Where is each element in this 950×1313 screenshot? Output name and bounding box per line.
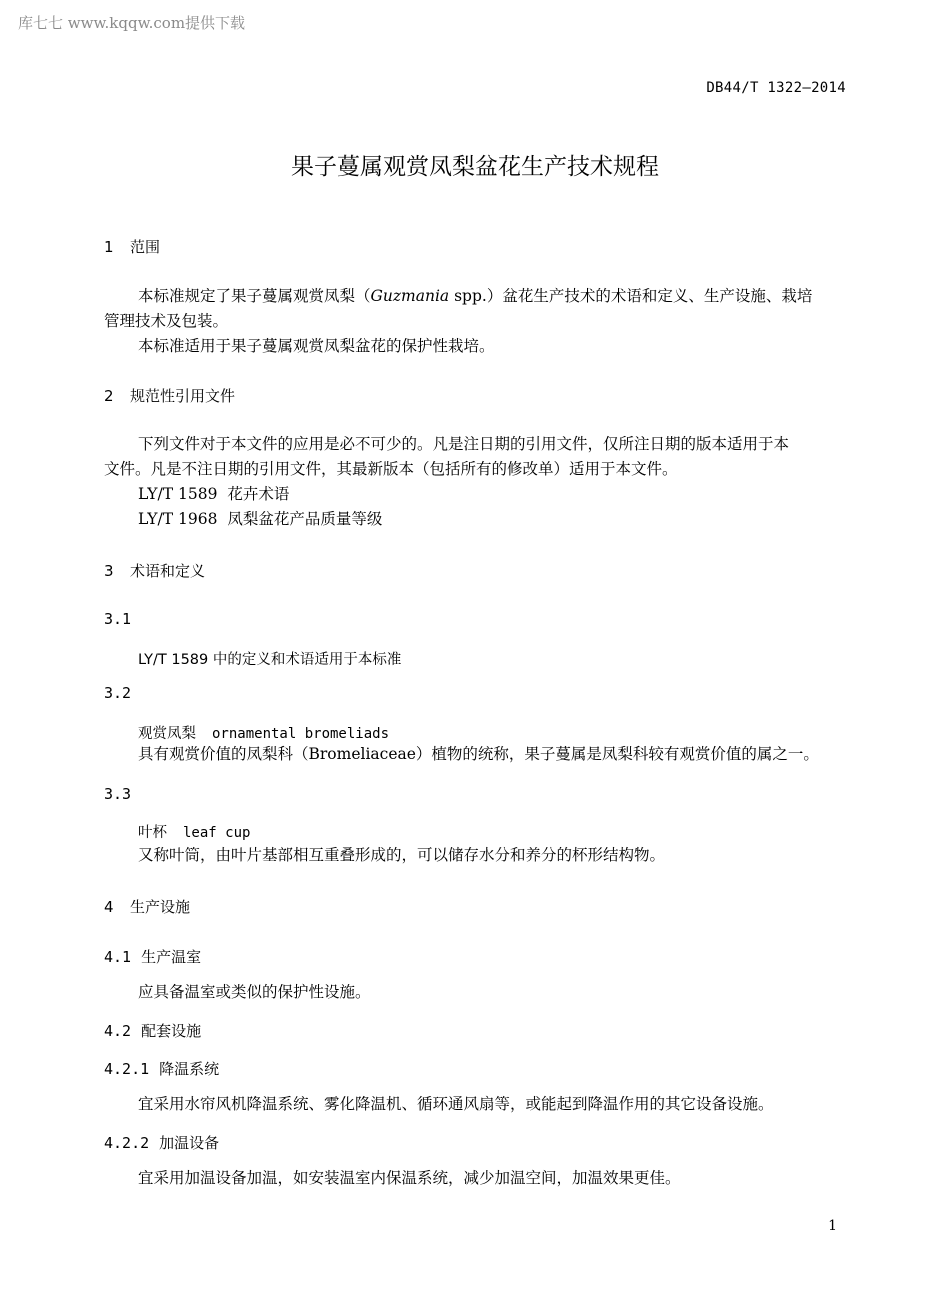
section-title: 规范性引用文件 [130, 387, 236, 405]
section-title: 术语和定义 [130, 562, 206, 580]
section-number: 1 [104, 238, 114, 256]
clause-4-1-heading [104, 946, 201, 967]
watermark-text: 库七七 www.kqqw.com提供下载 [18, 14, 246, 32]
term-heading [138, 821, 250, 842]
clause-4-2-1-text: 宜采用水帘风机降温系统、雾化降温机、循环通风扇等，或能起到降温作用的其它设备设施。 [138, 1095, 774, 1113]
reference-item: LY/T 1968 凤梨盆花产品质量等级 [138, 510, 383, 528]
clause-title: 配套设施 [141, 1022, 202, 1040]
section-title: 生产设施 [130, 898, 191, 916]
term-english: ornamental bromeliads [212, 726, 390, 742]
clause-3-1-text: LY/T 1589 中的定义和术语适用于本标准 [138, 652, 402, 668]
clause-3-3-number: 3.3 [104, 785, 132, 803]
term-definition: 又称叶筒，由叶片基部相互重叠形成的，可以储存水分和养分的杯形结构物。 [138, 846, 666, 864]
term-chinese: 观赏凤梨 [138, 726, 196, 742]
clause-number: 4.2.1 [104, 1060, 150, 1078]
page-number: 1 [828, 1218, 837, 1234]
clause-3-2-number: 3.2 [104, 684, 132, 702]
section-1-heading [104, 236, 160, 257]
clause-4-2-2-text: 宜采用加温设备加温，如安装温室内保温系统，减少加温空间，加温效果更佳。 [138, 1169, 681, 1187]
term-definition: 具有观赏价值的凤梨科（Bromeliaceae）植物的统称，果子蔓属是凤梨科较有观赏价值的属之一。 [138, 745, 819, 763]
clause-3-1-number: 3.1 [104, 610, 132, 628]
clause-4-2-2-heading [104, 1132, 219, 1153]
reference-item: LY/T 1589 花卉术语 [138, 485, 290, 503]
clause-4-2-1-heading [104, 1058, 219, 1079]
genus-name: Guzmania [370, 287, 450, 305]
document-title: 果子蔓属观赏凤梨盆花生产技术规程 [291, 154, 659, 180]
section-1-paragraph-1 [138, 284, 812, 309]
clause-title: 加温设备 [159, 1134, 220, 1152]
section-1-paragraph-2: 本标准适用于果子蔓属观赏凤梨盆花的保护性栽培。 [138, 337, 495, 355]
clause-number: 4.2 [104, 1022, 132, 1040]
paragraph-text: 本标准规定了果子蔓属观赏凤梨（ [138, 287, 371, 305]
clause-number: 4.1 [104, 948, 132, 966]
section-2-paragraph-line-2: 文件。凡是不注日期的引用文件，其最新版本（包括所有的修改单）适用于本文件。 [104, 460, 678, 478]
section-number: 3 [104, 562, 114, 580]
section-2-paragraph-line-1: 下列文件对于本文件的应用是必不可少的。凡是注日期的引用文件，仅所注日期的版本适用于本 [138, 435, 790, 453]
standard-code: DB44/T 1322—2014 [706, 80, 846, 96]
section-3-heading [104, 560, 205, 581]
clause-4-2-heading [104, 1020, 201, 1041]
section-1-paragraph-1-line-2: 管理技术及包装。 [104, 312, 229, 330]
clause-4-1-text: 应具备温室或类似的保护性设施。 [138, 983, 371, 1001]
clause-number: 4.2.2 [104, 1134, 150, 1152]
section-title: 范围 [130, 238, 161, 256]
term-heading [138, 722, 389, 743]
section-2-heading [104, 385, 235, 406]
section-number: 4 [104, 898, 114, 916]
term-chinese: 叶杯 [138, 825, 167, 841]
section-number: 2 [104, 387, 114, 405]
clause-title: 生产温室 [141, 948, 202, 966]
section-4-heading [104, 896, 190, 917]
term-english: leaf cup [183, 825, 251, 841]
paragraph-text: spp.）盆花生产技术的术语和定义、生产设施、栽培 [449, 287, 813, 305]
clause-title: 降温系统 [159, 1060, 220, 1078]
